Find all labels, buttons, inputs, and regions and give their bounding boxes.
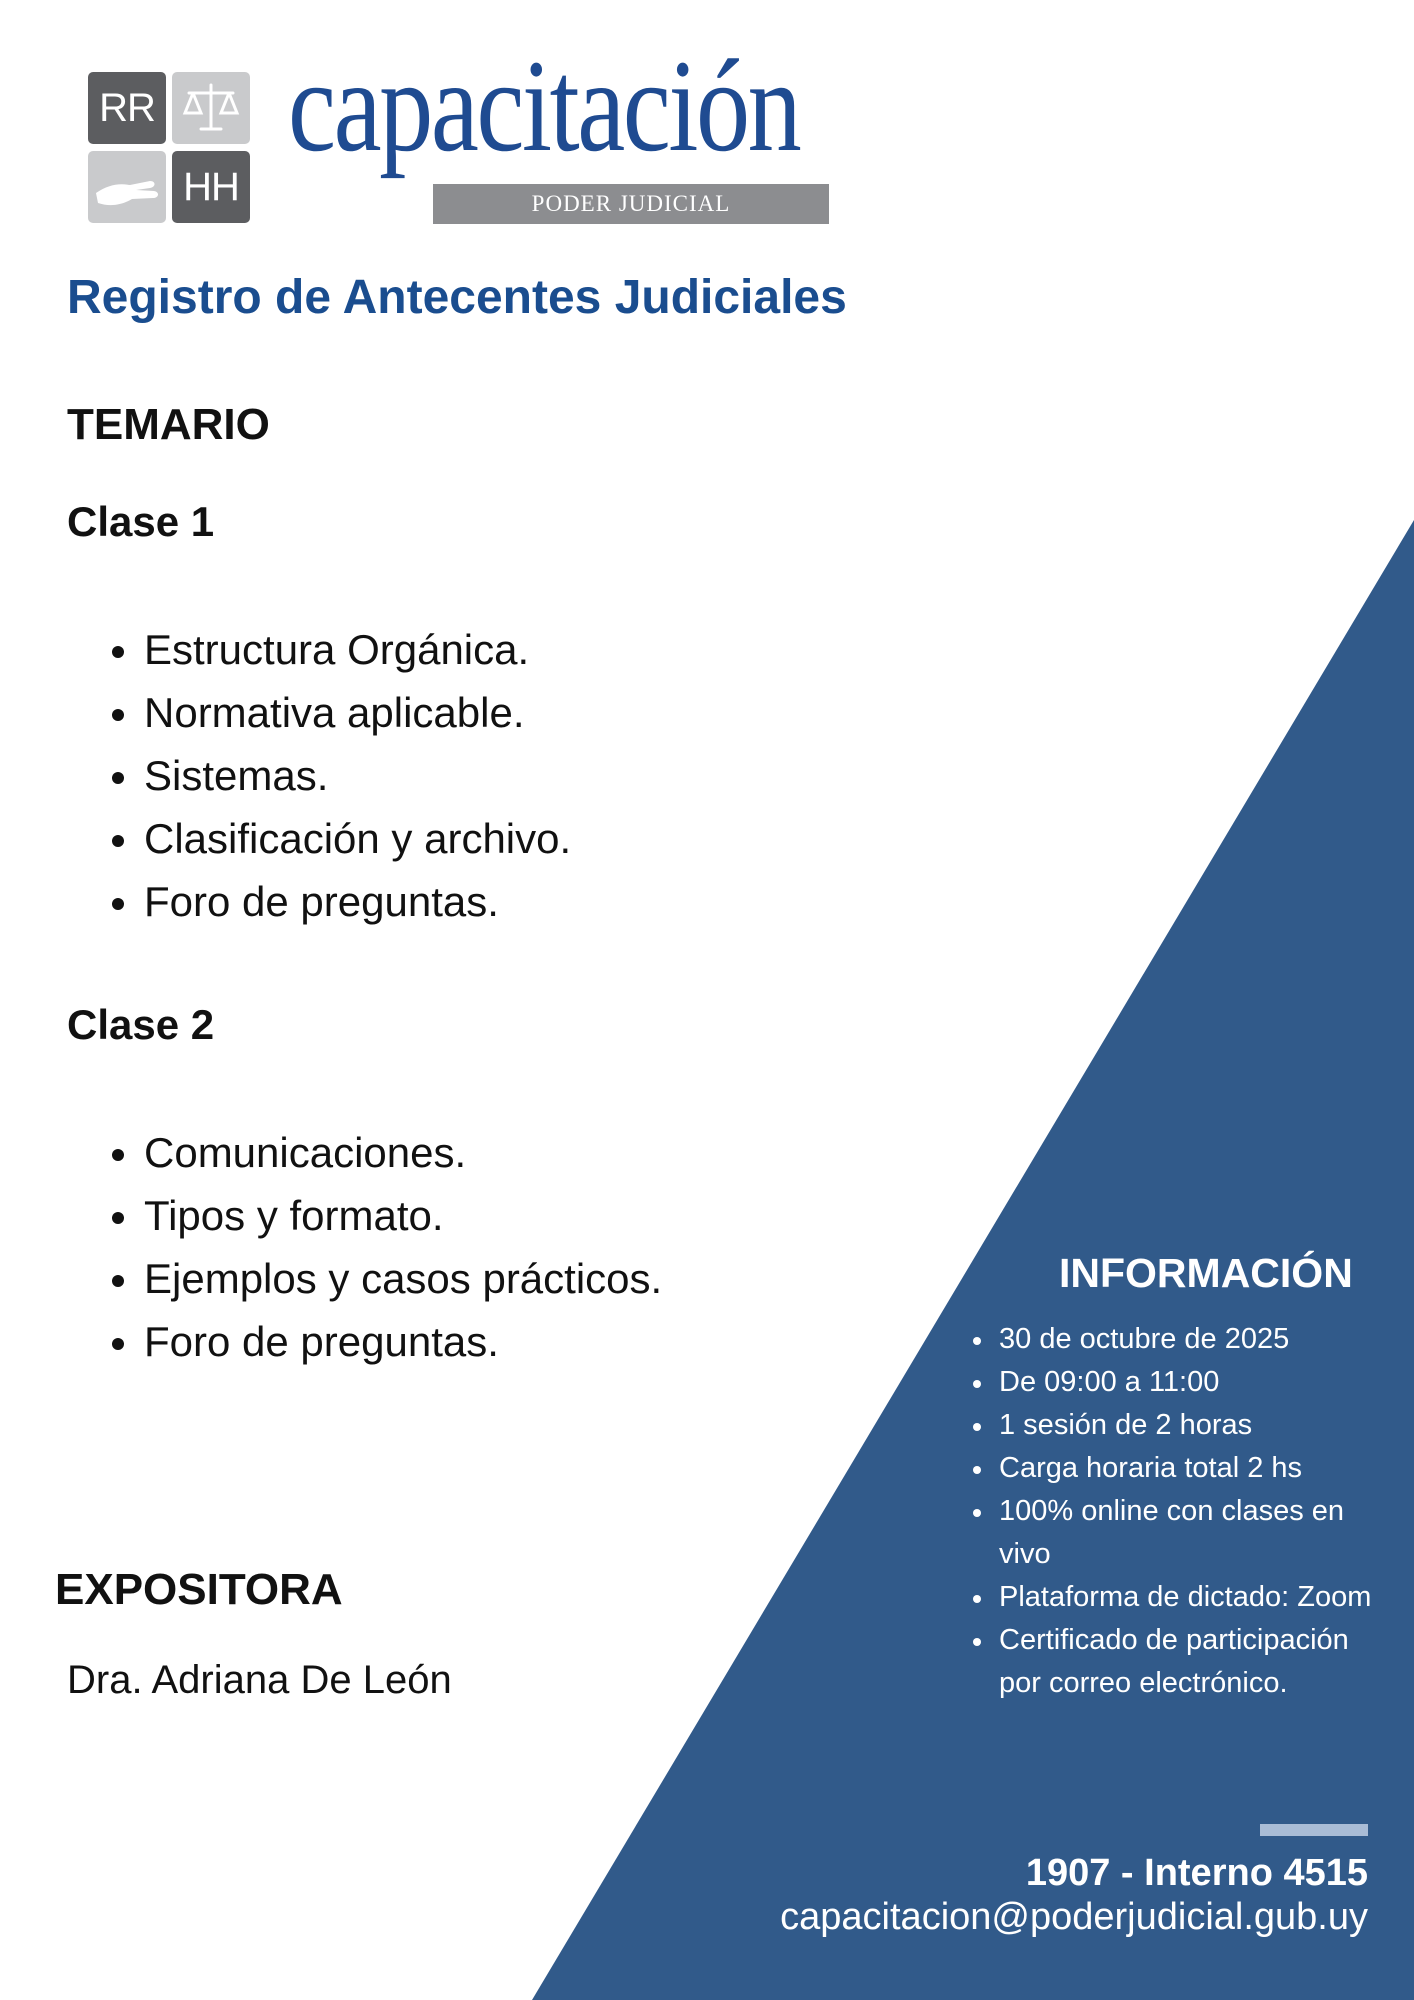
info-heading: INFORMACIÓN (1059, 1250, 1353, 1296)
list-item: Tipos y formato. (104, 1184, 662, 1247)
rrhh-logo (88, 72, 252, 224)
page-title: Registro de Antecentes Judiciales (67, 271, 847, 324)
logo-wordmark: capacitación (288, 32, 800, 179)
list-item: Comunicaciones. (104, 1121, 662, 1184)
info-item-date: 30 de octubre de 2025 (968, 1318, 1388, 1361)
logo-hh-text: HH (183, 164, 239, 209)
info-item-modality: 100% online con clases en vivo (968, 1490, 1388, 1576)
list-item: Ejemplos y casos prácticos. (104, 1247, 662, 1310)
info-item-sessions: 1 sesión de 2 horas (968, 1404, 1388, 1447)
expositora-heading: EXPOSITORA (55, 1565, 343, 1614)
info-item-certificate: Certificado de participación por correo electrónico. (968, 1619, 1388, 1705)
hand-icon (88, 151, 166, 223)
logo-square-hh (172, 151, 250, 223)
clase-1-topic-list (104, 618, 571, 933)
list-item: Sistemas. (104, 744, 571, 807)
clase-2-heading: Clase 2 (67, 1001, 215, 1048)
info-list (968, 1318, 1388, 1705)
info-item-time: De 09:00 a 11:00 (968, 1361, 1388, 1404)
list-item: Foro de preguntas. (104, 870, 571, 933)
info-item-platform: Plataforma de dictado: Zoom (968, 1576, 1388, 1619)
logo-rr-text: RR (99, 85, 155, 130)
logo-subtitle-bar: PODER JUDICIAL (433, 184, 829, 224)
clase-2-topic-list (104, 1121, 662, 1373)
scales-icon (172, 72, 250, 144)
contact-phone: 1907 - Interno 4515 (1025, 1852, 1368, 1894)
speaker-name: Dra. Adriana De León (67, 1658, 452, 1702)
list-item: Estructura Orgánica. (104, 618, 571, 681)
logo-square-rr (88, 72, 166, 144)
accent-divider (1260, 1824, 1368, 1836)
contact-email[interactable]: capacitacion@poderjudicial.gub.uy (780, 1896, 1368, 1938)
info-item-hours: Carga horaria total 2 hs (968, 1447, 1388, 1490)
clase-1-heading: Clase 1 (67, 498, 215, 545)
list-item: Normativa aplicable. (104, 681, 571, 744)
list-item: Clasificación y archivo. (104, 807, 571, 870)
list-item: Foro de preguntas. (104, 1310, 662, 1373)
temario-heading: TEMARIO (67, 400, 270, 449)
